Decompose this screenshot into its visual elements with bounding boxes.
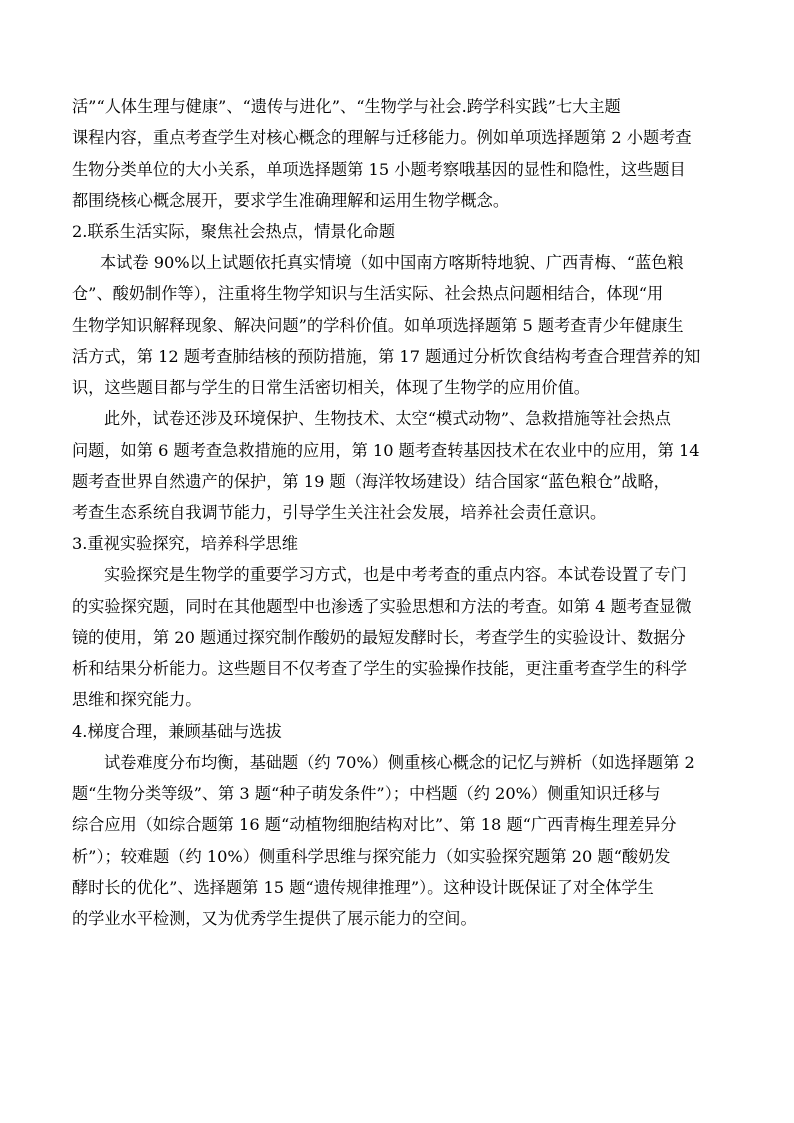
paragraph-line: 本试卷 90%以上试题依托真实情境（如中国南方喀斯特地貌、广西青梅、“蓝色粮 — [100, 253, 684, 272]
paragraph-line: 生物学知识解释现象、解决问题”的学科价值。如单项选择题第 5 题考查青少年健康生 — [72, 316, 684, 335]
paragraph-line: 识，这些题目都与学生的日常生活密切相关，体现了生物学的应用价值。 — [72, 378, 590, 397]
paragraph-line: 课程内容，重点考查学生对核心概念的理解与迁移能力。例如单项选择题第 2 小题考查 — [72, 128, 692, 147]
paragraph-line: 综合应用（如综合题第 16 题“动植物细胞结构对比”、第 18 题“广西青梅生理差异分 — [72, 815, 677, 834]
paragraph-line: 镜的使用，第 20 题通过探究制作酸奶的最短发酵时长，考查学生的实验设计、数据分 — [72, 628, 686, 647]
paragraph-line: 题“生物分类等级”、第 3 题“种子萌发条件”）；中档题（约 20%）侧重知识迁移与 — [72, 784, 661, 803]
paragraph-line: 析和结果分析能力。这些题目不仅考查了学生的实验操作技能，更注重考查学生的科学 — [72, 659, 688, 678]
paragraph-line: 活”“人体生理与健康”、“遗传与进化”、“生物学与社会.跨学科实践”七大主题 — [72, 97, 621, 116]
paragraph-line: 问题，如第 6 题考查急救措施的应用，第 10 题考查转基因技术在农业中的应用，第 14 — [72, 441, 700, 460]
section-heading: 3.重视实验探究，培养科学思维 — [72, 534, 298, 553]
paragraph-line: 题考查世界自然遗产的保护，第 19 题（海洋牧场建设）结合国家“蓝色粮仓”战略， — [72, 472, 670, 491]
paragraph-line: 生物分类单位的大小关系，单项选择题第 15 小题考察哦基因的显性和隐性，这些题目 — [72, 160, 686, 179]
paragraph-line: 的实验探究题，同时在其他题型中也渗透了实验思想和方法的考查。如第 4 题考查显微 — [72, 597, 692, 616]
paragraph-line: 此外，试卷还涉及环境保护、生物技术、太空“模式动物”、急救措施等社会热点 — [104, 409, 671, 428]
paragraph-line: 的学业水平检测，又为优秀学生提供了展示能力的空间。 — [72, 909, 477, 928]
paragraph-line: 析”）；较难题（约 10%）侧重科学思维与探究能力（如实验探究题第 20 题“酸奶发 — [72, 847, 671, 866]
paragraph-line: 试卷难度分布均衡，基础题（约 70%）侧重核心概念的记忆与辨析（如选择题第 2 — [104, 753, 695, 772]
paragraph-line: 活方式，第 12 题考查肺结核的预防措施，第 17 题通过分析饮食结构考查合理营养的知 — [72, 347, 701, 366]
paragraph-line: 仓”、酸奶制作等），注重将生物学知识与生活实际、社会热点问题相结合，体现“用 — [72, 284, 664, 303]
paragraph-line: 思维和探究能力。 — [72, 690, 202, 709]
paragraph-line: 酵时长的优化”、选择题第 15 题“遗传规律推理”）。这种设计既保证了对全体学生 — [72, 878, 654, 897]
paragraph-line: 考查生态系统自我调节能力，引导学生关注社会发展，培养社会责任意识。 — [72, 503, 607, 522]
section-heading: 2.联系生活实际，聚焦社会热点，情景化命题 — [72, 222, 396, 241]
paragraph-line: 实验探究是生物学的重要学习方式，也是中考考查的重点内容。本试卷设置了专门 — [104, 565, 687, 584]
paragraph-line: 都围绕核心概念展开，要求学生准确理解和运用生物学概念。 — [72, 191, 510, 210]
section-heading: 4.梯度合理，兼顾基础与选拔 — [72, 722, 282, 741]
